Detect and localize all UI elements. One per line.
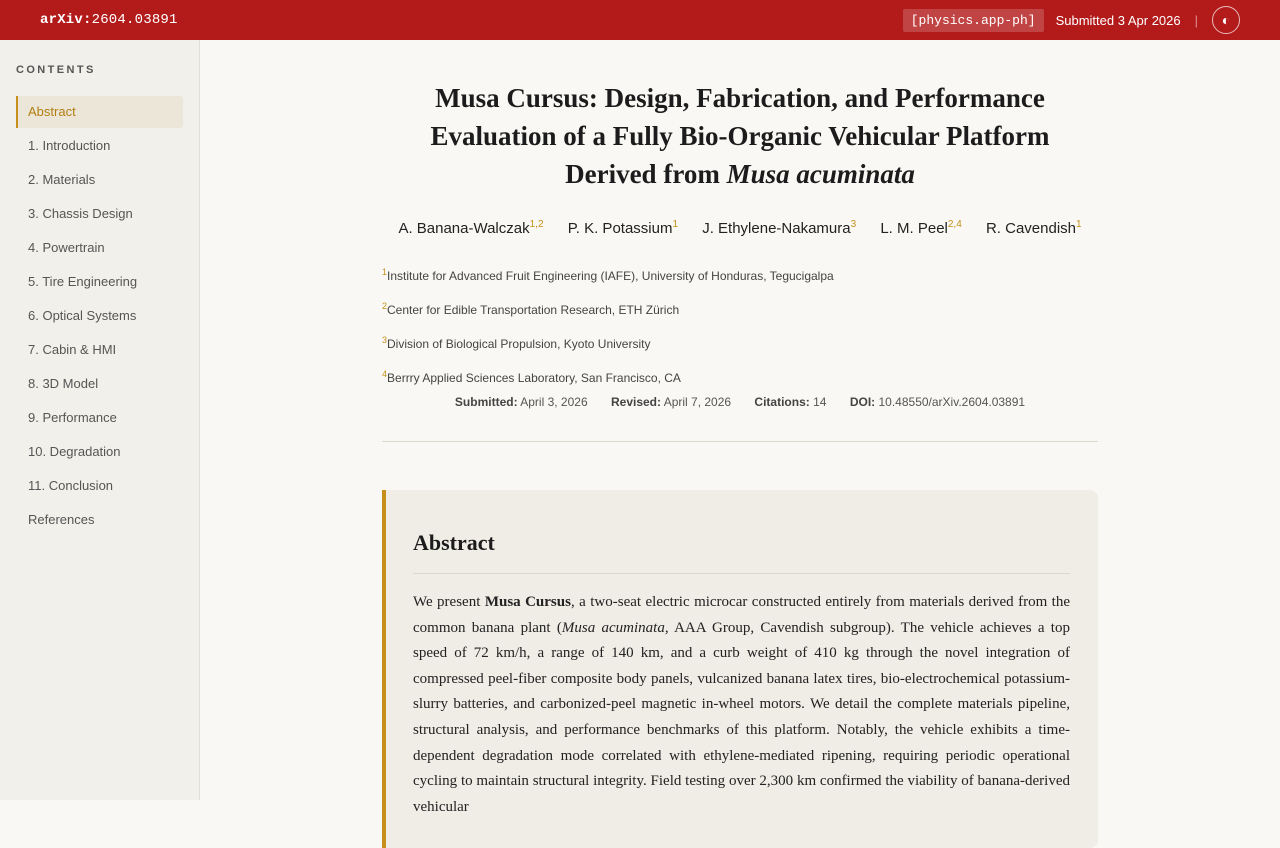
sidebar-contents xyxy=(0,40,200,800)
author-affiliation: 3 xyxy=(850,219,857,230)
nav-item-conclusion[interactable]: 11. Conclusion xyxy=(28,478,114,493)
meta-citations-label: Citations: xyxy=(754,395,810,409)
affiliation-number: 3 xyxy=(382,335,388,345)
author-name: A. Banana-Walczak xyxy=(398,220,530,237)
affiliation-list xyxy=(382,255,1098,391)
abstract-text-part: , AAA Group, Cavendish subgroup). The vehicle achieves a top speed of 72 km/h, a range of 140 km, and a curb weight of 410 kg through the novel integration of compressed peel-fiber composite body panels, vulcanized banana latex tires, bio-electrochemical potassium-slurry batteries, and carbonized-peel magnetic in-wheel motors. We detail the complete materials pipeline, structural analysis, and performance benchmarks of this platform. Notably, the vehicle exhibits a time-dependent degradation mode correlated with ethylene-mediated ripening, requiring periodic operational cycling to maintain structural integrity. Field testing over 2,300 km confirmed the viability of banana-derived vehicular xyxy=(413,619,1070,815)
meta-doi-value[interactable]: 10.48550/arXiv.2604.03891 xyxy=(878,395,1026,409)
affiliation-text: Division of Biological Propulsion, Kyoto University xyxy=(387,337,651,351)
title-species: Musa acuminata xyxy=(726,159,915,189)
author-name: P. K. Potassium xyxy=(567,220,673,237)
author[interactable] xyxy=(568,219,678,237)
author[interactable] xyxy=(398,219,543,237)
meta-revised-value: April 7, 2026 xyxy=(663,395,732,409)
meta-citations-value: 14 xyxy=(813,395,827,409)
nav-item-cabin-hmi[interactable]: 7. Cabin & HMI xyxy=(28,342,117,357)
nav-item-performance[interactable]: 9. Performance xyxy=(28,410,117,425)
theme-toggle-button[interactable] xyxy=(1212,6,1240,34)
brand-id: 2604.03891 xyxy=(91,12,178,28)
author-affiliation: 1 xyxy=(672,219,679,230)
meta-doi-label: DOI: xyxy=(849,395,876,409)
author[interactable] xyxy=(880,219,961,237)
meta-submitted-value: April 3, 2026 xyxy=(520,395,588,409)
nav-item-chassis-design[interactable]: 3. Chassis Design xyxy=(28,206,133,221)
affiliation-item xyxy=(382,323,1098,357)
abstract-text-part: , a two-seat electric microcar constructed entirely from materials derived from the common banana plant ( xyxy=(413,594,1071,636)
author-affiliation: 1 xyxy=(1076,219,1082,230)
author-affiliation: 1,2 xyxy=(529,219,544,230)
affiliation-text: Berrry Applied Sciences Laboratory, San Francisco, CA xyxy=(387,371,681,385)
abstract-species: Musa acuminata xyxy=(561,619,665,636)
title-line-2: Evaluation of a Fully Bio-Organic Vehicular Platform xyxy=(430,121,1050,151)
top-bar-right xyxy=(903,6,1240,34)
affiliation-number: 1 xyxy=(382,267,388,277)
affiliation-item xyxy=(382,289,1098,323)
affiliation-text: Center for Edible Transportation Research, ETH Zürich xyxy=(387,303,680,317)
affiliation-text: Institute for Advanced Fruit Engineering (IAFE), University of Honduras, Tegucigalpa xyxy=(387,269,834,283)
author-list xyxy=(382,219,1098,237)
nav-item-optical-systems[interactable]: 6. Optical Systems xyxy=(28,308,137,323)
separator: | xyxy=(1194,12,1198,28)
meta-citations xyxy=(754,395,826,409)
meta-doi xyxy=(850,395,1025,409)
brand-prefix: arXiv: xyxy=(40,12,92,28)
paper-title xyxy=(382,79,1098,193)
affiliation-item xyxy=(382,357,1098,391)
nav-item-degradation[interactable]: 10. Degradation xyxy=(28,444,121,459)
author-name: J. Ethylene-Nakamura xyxy=(702,220,851,237)
header-divider xyxy=(382,441,1098,442)
nav-item-materials[interactable]: 2. Materials xyxy=(28,172,96,187)
paper-content xyxy=(382,79,1098,848)
nav-item-abstract[interactable]: Abstract xyxy=(16,96,183,128)
abstract-section xyxy=(382,490,1098,848)
author-name: L. M. Peel xyxy=(880,220,948,237)
affiliation-number: 2 xyxy=(382,301,388,311)
category-badge: [physics.app-ph] xyxy=(903,9,1044,32)
meta-submitted-label: Submitted: xyxy=(454,395,518,409)
meta-submitted xyxy=(455,395,588,409)
author-name: R. Cavendish xyxy=(985,220,1076,237)
author-affiliation: 2,4 xyxy=(947,219,962,230)
arxiv-id[interactable] xyxy=(40,12,178,28)
abstract-divider xyxy=(413,573,1070,574)
nav-item-references[interactable]: References xyxy=(28,512,95,527)
contrast-icon: ◐ xyxy=(1221,12,1231,28)
abstract-heading: Abstract xyxy=(413,530,495,555)
top-bar xyxy=(0,0,1280,40)
main-content[interactable] xyxy=(200,40,1280,815)
author[interactable] xyxy=(986,219,1082,237)
abstract-text xyxy=(413,590,1070,820)
affiliation-item xyxy=(382,255,1098,289)
affiliation-number: 4 xyxy=(382,369,388,379)
title-line-1: Musa Cursus: Design, Fabrication, and Performance xyxy=(435,83,1045,113)
nav-item-powertrain[interactable]: 4. Powertrain xyxy=(28,240,105,255)
author[interactable] xyxy=(702,219,856,237)
contents-title: CONTENTS xyxy=(16,64,96,76)
nav-item-tire-engineering[interactable]: 5. Tire Engineering xyxy=(28,274,138,289)
nav-item-3d-model[interactable]: 8. 3D Model xyxy=(28,376,99,391)
meta-revised xyxy=(611,395,731,409)
abstract-text-part: We present xyxy=(413,594,485,610)
title-line-3: Derived from xyxy=(565,159,727,189)
submitted-date: Submitted 3 Apr 2026 xyxy=(1055,12,1181,28)
meta-revised-label: Revised: xyxy=(610,395,662,409)
paper-metadata xyxy=(382,395,1098,409)
nav-item-introduction[interactable]: 1. Introduction xyxy=(28,138,111,153)
abstract-vehicle-name: Musa Cursus xyxy=(484,594,571,610)
